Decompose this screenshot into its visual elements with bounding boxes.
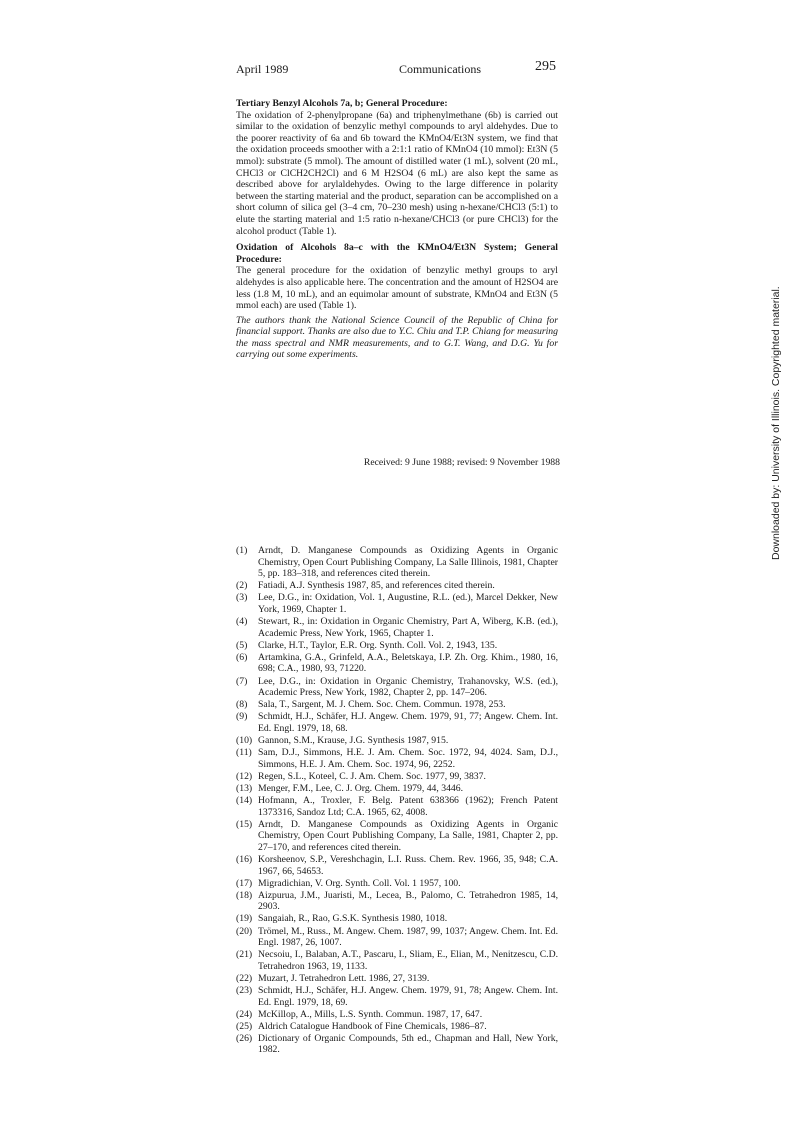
page-number: 295 — [535, 59, 556, 74]
reference-number: (18) — [236, 889, 253, 901]
reference-text: Necsoiu, I., Balaban, A.T., Pascaru, I., Sliam, E., Elian, M., Nenitzescu, C.D. Tetrahedron 1963, 19, 1133. — [258, 949, 558, 972]
reference-item — [236, 735, 558, 747]
reference-text: Sangaiah, R., Rao, G.S.K. Synthesis 1980, 1018. — [258, 913, 448, 925]
reference-text: Hofmann, A., Troxler, F. Belg. Patent 638366 (1962); French Patent 1373316, Sandoz Ltd; C.A. 1965, 62, 4008. — [258, 794, 558, 818]
reference-number: (13) — [236, 782, 253, 794]
reference-number: (24) — [236, 1008, 253, 1020]
reference-number: (11) — [236, 747, 252, 759]
reference-number: (1) — [236, 545, 248, 556]
reference-number: (22) — [236, 972, 253, 984]
reference-text: Lee, D.G., in: Oxidation, Vol. 1, Augustine, R.L. (ed.), Marcel Dekker, New York, 1969, Chapter 1. — [258, 592, 558, 615]
reference-item — [236, 545, 558, 580]
reference-text: Clarke, H.T., Taylor, E.R. Org. Synth. Coll. Vol. 2, 1943, 135. — [258, 639, 498, 651]
reference-item — [236, 640, 558, 652]
acknowledgement: The authors thank the National Science Council of the Republic of China for financial support. Thanks are also due to Y.C. Chiu and T.P. Chiang for measuring the mass spectral and NMR measurements, and to G.T. Wang, and D.G. Yu for carrying out some experiments. — [236, 314, 558, 361]
reference-item — [236, 1009, 558, 1021]
reference-text: Arndt, D. Manganese Compounds as Oxidizing Agents in Organic Chemistry, Open Court Publishing Company, La Salle Illinois, 1981, Chapter 5, pp. 183–318, and references cited therein. — [258, 545, 558, 580]
section-heading: Oxidation of Alcohols 8a–c with the KMnO4/Et3N System; General Procedure: — [236, 242, 558, 265]
reference-item — [236, 676, 558, 699]
section-paragraph: The oxidation of 2-phenylpropane (6a) and triphenylmethane (6b) is carried out similar to the oxidation of benzylic methyl compounds to aryl aldehydes. Due to the poorer reactivity of 6a and 6b toward the KMnO4/Et3N system, we find that the oxidation proceeds smoother with a 2:1:1 ratio of KMnO4 (10 mmol): Et3N (5 mmol): substrate (5 mmol). The amount of distilled water (1 mL), solvent (20 mL, CHCl3 or ClCH2CH2Cl) and 6 M H2SO4 (6 mL) are also kept the same as described above for arylaldehydes. Owing to the large difference in polarity between the starting material and the product, separation can be accomplished on a short column of silica gel (3–4 cm, 70–230 mesh) using n-hexane/CHCl3 (5:1) to elute the starting material and 1:5 ratio n-hexane/CHCl3 (or pure CHCl3) for the alcohol product (Table 1). — [236, 109, 558, 237]
reference-text: Lee, D.G., in: Oxidation in Organic Chemistry, Trahanovsky, W.S. (ed.), Academic Press, New York, 1982, Chapter 2, pp. 147–206. — [258, 675, 558, 699]
reference-item — [236, 771, 558, 783]
reference-item — [236, 926, 558, 949]
section-heading: Tertiary Benzyl Alcohols 7a, b; General Procedure: — [236, 98, 448, 109]
reference-item — [236, 652, 558, 675]
received-date: Received: 9 June 1988; revised: 9 November 1988 — [363, 457, 560, 468]
reference-item — [236, 795, 558, 818]
reference-text: Arndt, D. Manganese Compounds as Oxidizing Agents in Organic Chemistry, Open Court Publishing Company, La Salle, 1981, Chapter 2, pp. 27–170, and references cited therein. — [258, 818, 558, 853]
reference-text: Sala, T., Sargent, M. J. Chem. Soc. Chem. Commun. 1978, 253. — [258, 699, 506, 711]
reference-item — [236, 1033, 558, 1056]
reference-number: (19) — [236, 913, 253, 925]
reference-item — [236, 878, 558, 890]
reference-item — [236, 985, 558, 1008]
reference-item — [236, 699, 558, 711]
reference-item — [236, 949, 558, 972]
issue-date: April 1989 — [236, 62, 289, 76]
page-header — [236, 59, 556, 80]
reference-text: Aldrich Catalogue Handbook of Fine Chemicals, 1986–87. — [258, 1020, 487, 1032]
reference-text: Regen, S.L., Koteel, C. J. Am. Chem. Soc. 1977, 99, 3837. — [258, 770, 486, 782]
article-body — [236, 98, 558, 364]
reference-text: Gannon, S.M., Krause, J.G. Synthesis 1987, 915. — [258, 735, 449, 746]
reference-text: Aizpurua, J.M., Juaristi, M., Lecea, B., Palomo, C. Tetrahedron 1985, 14, 2903. — [258, 889, 558, 913]
reference-item — [236, 711, 558, 734]
reference-number: (14) — [236, 794, 253, 806]
reference-item — [236, 973, 558, 985]
reference-number: (10) — [236, 735, 253, 746]
reference-item — [236, 854, 558, 877]
reference-number: (3) — [236, 592, 248, 604]
reference-item — [236, 1021, 558, 1033]
reference-number: (9) — [236, 711, 248, 723]
reference-number: (26) — [236, 1032, 253, 1044]
download-notice-text: Downloaded by: University of Illinois. Copyrighted material. — [770, 286, 782, 560]
reference-item — [236, 890, 558, 913]
reference-number: (12) — [236, 770, 253, 782]
reference-item — [236, 616, 558, 639]
reference-number: (16) — [236, 853, 253, 865]
reference-number: (23) — [236, 984, 253, 996]
reference-text: Dictionary of Organic Compounds, 5th ed., Chapman and Hall, New York, 1982. — [258, 1032, 558, 1056]
reference-item — [236, 580, 558, 592]
section-name: Communications — [399, 62, 481, 76]
reference-text: Artamkina, G.A., Grinfeld, A.A., Beletskaya, I.P. Zh. Org. Khim., 1980, 16, 698; C.A., 1980, 93, 71220. — [258, 651, 558, 675]
reference-text: Schmidt, H.J., Schäfer, H.J. Angew. Chem. 1979, 91, 77; Angew. Chem. Int. Ed. Engl. 1979, 18, 68. — [258, 711, 558, 734]
reference-text: Sam, D.J., Simmons, H.E. J. Am. Chem. Soc. 1972, 94, 4024. Sam, D.J., Simmons, H.E. J. Am. Chem. Soc. 1974, 96, 2252. — [258, 747, 558, 770]
reference-list — [236, 545, 558, 1057]
reference-number: (7) — [236, 675, 248, 687]
reference-item — [236, 783, 558, 795]
reference-number: (20) — [236, 925, 253, 937]
reference-item — [236, 747, 558, 770]
reference-number: (21) — [236, 949, 253, 961]
reference-text: McKillop, A., Mills, L.S. Synth. Commun. 1987, 17, 647. — [258, 1008, 483, 1020]
reference-number: (25) — [236, 1020, 253, 1032]
reference-number: (2) — [236, 580, 248, 592]
reference-text: Fatiadi, A.J. Synthesis 1987, 85, and references cited therein. — [258, 580, 495, 592]
reference-text: Menger, F.M., Lee, C. J. Org. Chem. 1979, 44, 3446. — [258, 782, 464, 794]
reference-text: Korsheenov, S.P., Vereshchagin, L.I. Russ. Chem. Rev. 1966, 35, 948; C.A. 1967, 66, 54653. — [258, 853, 558, 877]
reference-number: (8) — [236, 699, 248, 711]
reference-text: Schmidt, H.J., Schäfer, H.J. Angew. Chem. 1979, 91, 78; Angew. Chem. Int. Ed. Engl. 1979, 18, 69. — [258, 984, 558, 1008]
reference-number: (6) — [236, 651, 248, 663]
reference-number: (4) — [236, 616, 248, 628]
reference-text: Trömel, M., Russ., M. Angew. Chem. 1987, 99, 1037; Angew. Chem. Int. Ed. Engl. 1987, 26, 1007. — [258, 925, 558, 949]
reference-text: Migradichian, V. Org. Synth. Coll. Vol. 1 1957, 100. — [258, 877, 461, 889]
reference-item — [236, 913, 558, 925]
reference-number: (17) — [236, 877, 253, 889]
section-paragraph: The general procedure for the oxidation of benzylic methyl groups to aryl aldehydes is also applicable here. The concentration and the amount of H2SO4 are less (1.8 M, 10 mL), and an equimolar amount of substrate, KMnO4 and Et3N (5 mmol each) are used (Table 1). — [236, 265, 558, 312]
reference-item — [236, 592, 558, 615]
reference-number: (5) — [236, 639, 248, 651]
reference-item — [236, 819, 558, 854]
reference-text: Muzart, J. Tetrahedron Lett. 1986, 27, 3139. — [258, 972, 430, 984]
reference-text: Stewart, R., in: Oxidation in Organic Chemistry, Part A, Wiberg, K.B. (ed.), Academic Press, New York, 1965, Chapter 1. — [258, 616, 558, 639]
reference-number: (15) — [236, 818, 253, 830]
